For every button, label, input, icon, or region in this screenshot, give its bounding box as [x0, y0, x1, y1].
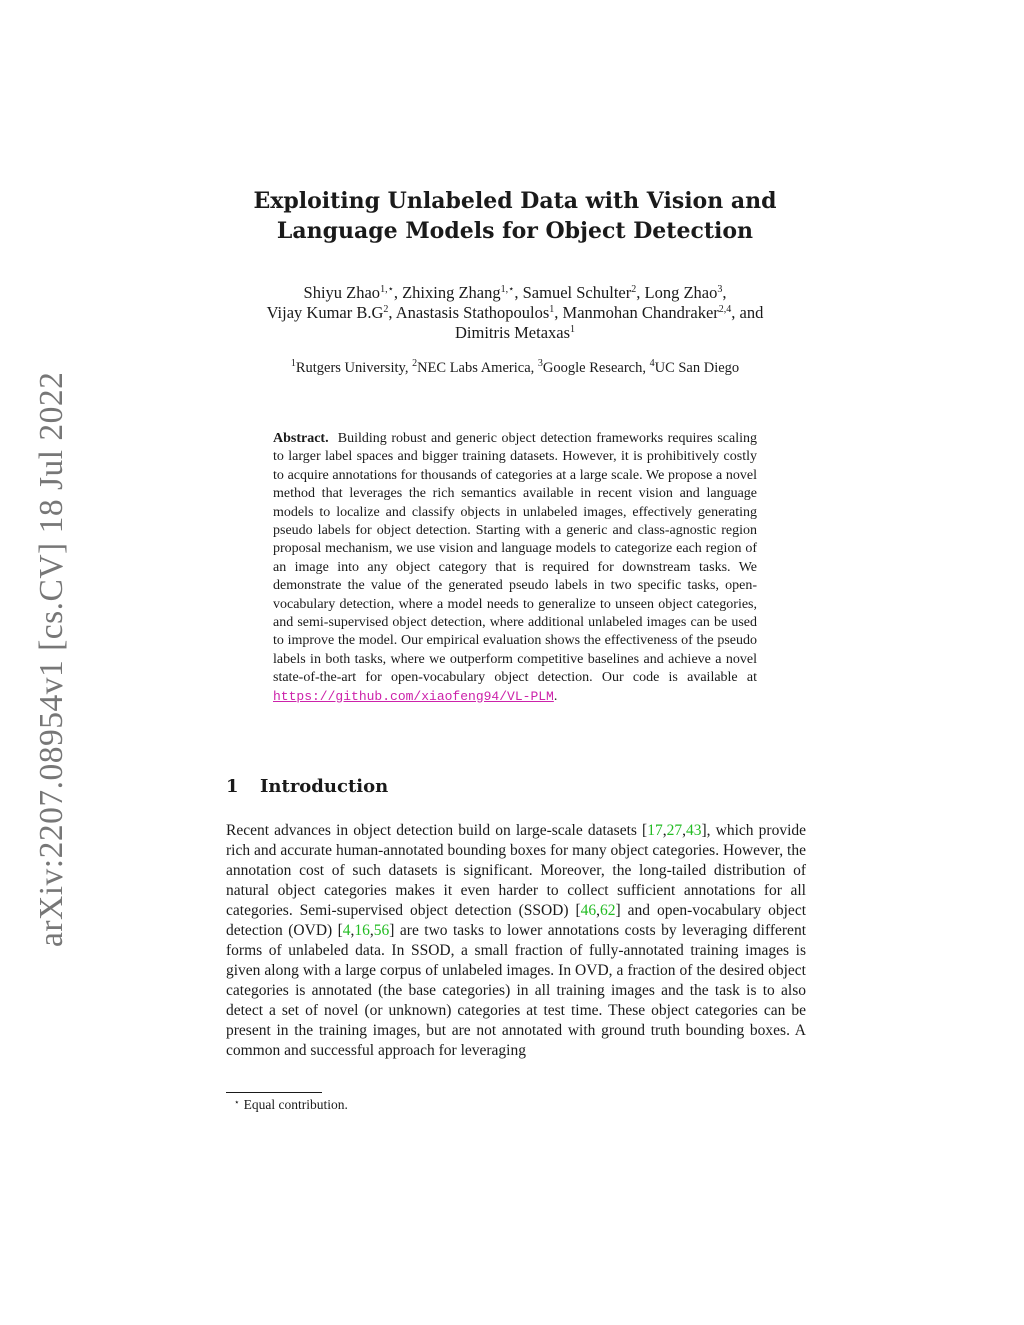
author-name: Dimitris Metaxas	[454, 323, 571, 342]
footnote	[234, 1097, 348, 1113]
citation-link[interactable]: 56	[373, 922, 390, 939]
title-line-1: Exploiting Unlabeled Data with Vision and	[253, 188, 777, 214]
author-affiliation-mark: 3	[717, 284, 723, 295]
author-affiliation-mark: 1	[549, 304, 555, 315]
arxiv-side-identifier: arXiv:2207.08954v1 [cs.CV] 18 Jul 2022	[33, 371, 70, 947]
citation-link[interactable]: 46	[580, 902, 597, 919]
author-list	[200, 283, 830, 343]
footnote-divider	[226, 1092, 322, 1093]
code-url-link[interactable]: https://github.com/xiaofeng94/VL-PLM	[273, 688, 554, 704]
author-name: Manmohan Chandraker	[562, 303, 719, 322]
citation-link[interactable]: 4	[342, 922, 351, 939]
citation-link[interactable]: 16	[354, 922, 370, 939]
footnote-text: Equal contribution.	[243, 1097, 348, 1112]
affiliation-mark: 4	[649, 358, 655, 369]
introduction-paragraph: Recent advances in object detection build on large-scale datasets [17,27,43], which provide rich and accurate human-annotated bounding boxes for many object categories. However, the annotation cost of such datasets is significant. Moreover, the long-tailed distribution of natural object categories makes it even harder to collect sufficient annotations for all categories. Semi-supervised object detection (SSOD) [46,62] and open-vocabulary object detection (OVD) [4,16,56] are two tasks to lower annotations costs by leveraging different forms of unlabeled data. In SSOD, a small fraction of fully-annotated training images is given along with a large corpus of unlabeled images. In OVD, a fraction of the desired object categories is annotated (the base categories) in all training images and the task is to also detect a set of novel (or unknown) categories at test time. These object categories can be present in the training images, but are not annotated with ground truth bounding boxes. A common and successful approach for leveraging	[226, 822, 807, 1059]
author-name: Anastasis Stathopoulos	[395, 303, 550, 322]
author-name: Long Zhao	[644, 283, 718, 302]
citation-link[interactable]: 17	[647, 822, 663, 839]
affiliation-name: UC San Diego	[654, 360, 740, 376]
author-affiliation-mark: 1	[570, 324, 576, 335]
author-affiliation-mark: 1,⋆	[500, 284, 515, 295]
author-name: Vijay Kumar B.G	[266, 303, 384, 322]
author-affiliation-mark: 2	[383, 304, 389, 315]
paper-title	[180, 186, 850, 246]
author-affiliation-mark: 1,⋆	[380, 284, 394, 295]
author-name: Shiyu Zhao	[303, 283, 381, 302]
title-line-2: Language Models for Object Detection	[276, 218, 754, 244]
affiliation-name: Google Research	[542, 360, 643, 376]
affiliation-mark: 1	[290, 358, 296, 369]
author-affiliation-mark: 2,4	[718, 304, 732, 315]
citation-link[interactable]: 27	[666, 822, 683, 839]
author-line-1: Shiyu Zhao$^{1,⋆}$, Zhixing Zhang$^{1,⋆}$, Samuel Schulter$^2$, Long Zhao$^3$,	[303, 283, 727, 302]
affiliation-name: NEC Labs America	[417, 360, 531, 376]
author-affiliation-mark: 2	[631, 284, 637, 295]
author-line-3	[200, 323, 830, 343]
citation-link[interactable]: 43	[685, 822, 702, 839]
author-name: Zhixing Zhang	[402, 283, 501, 302]
footnote-mark: ⋆	[234, 1097, 240, 1107]
abstract: Abstract. Building robust and generic object detection frameworks requires scaling to larger label spaces and bigger training datasets. However, it is prohibitively costly to acquire annotations for thousands of categories at a large scale. We propose a novel method that leverages the rich semantics available in recent vision and language models to localize and classify objects in unlabeled images, effectively generating pseudo labels for object detection. Starting with a generic and class-agnostic region proposal mechanism, we use vision and language models to categorize each region of an image into any object category that is required for downstream tasks. We demonstrate the value of the generated pseudo labels in two specific tasks, open-vocabulary detection, where a model needs to generalize to unseen object categories, and semi-supervised object detection, where additional unlabeled images can be used to improve the model. Our empirical evaluation shows the effectiveness of the pseudo labels in both tasks, where we outperform competitive baselines and achieve a novel state-of-the-art for open-vocabulary object detection. Our code is available at https://github.com/xiaofeng94/VL-PLM.	[273, 431, 757, 704]
affiliations: $^1$Rutgers University, $^2$NEC Labs America, $^3$Google Research, $^4$UC San Diego	[290, 358, 740, 376]
affiliation-mark: 2	[412, 358, 418, 369]
section-title: Introduction	[260, 776, 389, 797]
citation-link[interactable]: 62	[600, 902, 616, 919]
abstract-heading: Abstract.	[273, 431, 329, 446]
section-heading-introduction	[226, 776, 388, 797]
abstract-text: Building robust and generic object detection frameworks requires scaling to larger label spaces and bigger training datasets. However, it is prohibitively costly to acquire annotations for thousands of categories at a large scale. We propose a novel method that leverages the rich semantics available in recent vision and language models to localize and classify objects in unlabeled images, effectively generating pseudo labels for object detection. Starting with a generic and class-agnostic region proposal mechanism, we use vision and language models to categorize each region of an image into any object category that is required for downstream tasks. We demonstrate the value of the generated pseudo labels in two specific tasks, open-vocabulary detection, where a model needs to generalize to unseen object categories, and semi-supervised object detection, where additional unlabeled images can be used to improve the model. Our empirical evaluation shows the effectiveness of the pseudo labels in both tasks, where we outperform competitive baselines and achieve a novel state-of-the-art for open-vocabulary object detection. Our code is available at	[273, 431, 757, 686]
author-name: Samuel Schulter	[522, 283, 632, 302]
affiliation-name: Rutgers University	[295, 360, 405, 376]
section-number: 1	[226, 776, 239, 797]
affiliation-mark: 3	[537, 358, 543, 369]
author-line-2: Vijay Kumar $B.G^2$, Anastasis Stathopoulos$^1$, Manmohan Chandraker$^{2,4}$, and	[266, 303, 764, 322]
